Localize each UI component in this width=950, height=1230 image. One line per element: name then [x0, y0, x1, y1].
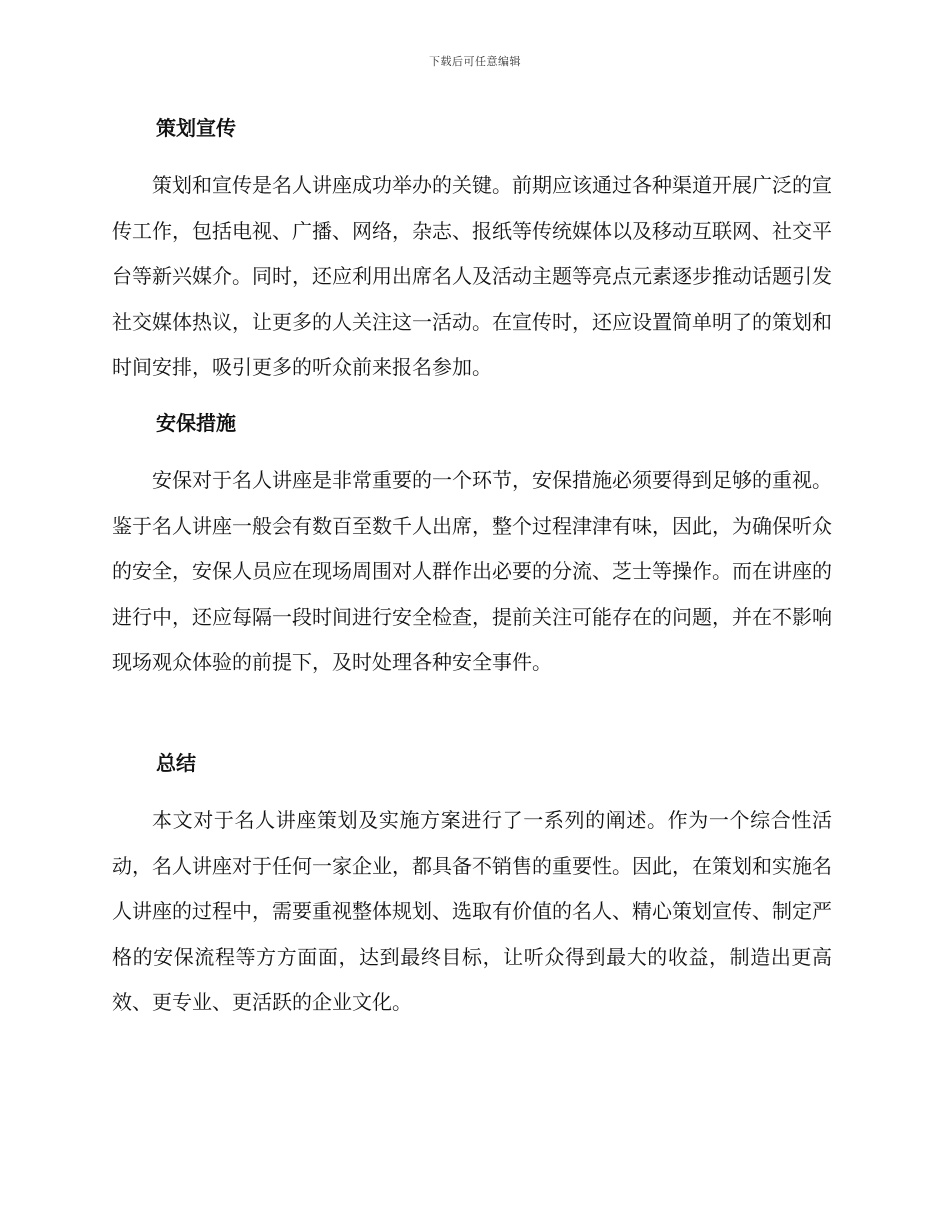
section-paragraph-summary: 本文对于名人讲座策划及实施方案进行了一系列的阐述。作为一个综合性活动，名人讲座对于任何一家企业，都具备不销售的重要性。因此，在策划和实施名人讲座的过程中，需要重视整体规划、选取有价值的名人、精心策划宣传、制定严格的安保流程等方方面面，达到最终目标，让听众得到最大的收益，制造出更高效、更专业、更活跃的企业文化。	[112, 808, 832, 1014]
section-heading-security: 安保措施	[156, 411, 236, 435]
page-header: 下载后可任意编辑	[429, 55, 521, 68]
section-paragraph-security: 安保对于名人讲座是非常重要的一个环节，安保措施必须要得到足够的重视。鉴于名人讲座一般会有数百至数千人出席，整个过程津津有味，因此，为确保听众的安全，安保人员应在现场周围对人群作出必要的分流、芝士等操作。而在讲座的进行中，还应每隔一段时间进行安全检查，提前关注可能存在的问题，并在不影响现场观众体验的前提下，及时处理各种安全事件。	[112, 468, 832, 674]
section-heading-planning: 策划宣传	[156, 116, 236, 140]
section-paragraph-planning: 策划和宣传是名人讲座成功举办的关键。前期应该通过各种渠道开展广泛的宣传工作，包括电视、广播、网络，杂志、报纸等传统媒体以及移动互联网、社交平台等新兴媒介。同时，还应利用出席名人及活动主题等亮点元素逐步推动话题引发社交媒体热议，让更多的人关注这一活动。在宣传时，还应设置简单明了的策划和时间安排，吸引更多的听众前来报名参加。	[112, 173, 832, 379]
section-heading-summary: 总结	[156, 751, 196, 775]
